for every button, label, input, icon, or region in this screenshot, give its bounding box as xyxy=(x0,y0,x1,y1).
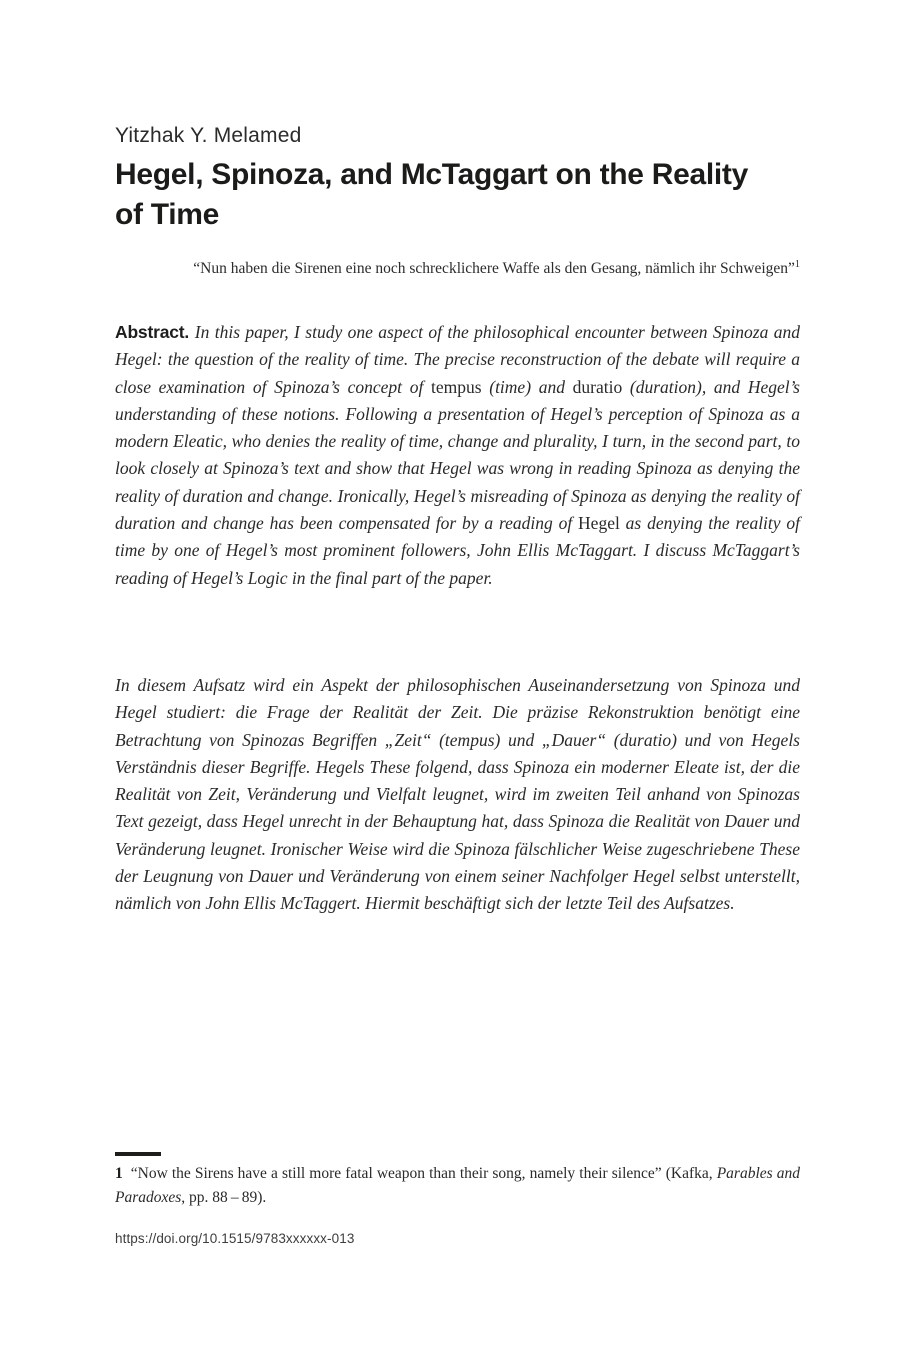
author-name: Yitzhak Y. Melamed xyxy=(115,124,302,147)
abstract-english: Abstract. In this paper, I study one aspect of the philosophical encounter between Spinoza and Hegel: the question of the reality of time. The precise reconstruction of the debate will require a close examination of Spinoza’s concept of tempus (time) and duratio (duration), and Hegel’s understanding of these notions. Following a presentation of Hegel’s perception of Spinoza as a modern Eleatic, who denies the reality of time, change and plurality, I turn, in the second part, to look closely at Spinoza’s text and show that Hegel was wrong in reading Spinoza as denying the reality of duration and change. Ironically, Hegel’s misreading of Spinoza as denying the reality of duration and change has been compensated for by a reading of Hegel as denying the reality of time by one of Hegel’s most prominent followers, John Ellis McTaggart. I discuss McTaggart’s reading of Hegel’s Logic in the final part of the paper. xyxy=(115,322,801,588)
footnote-1: 1 “Now the Sirens have a still more fatal weapon than their song, namely their silence” (Kafka, Parables and Paradoxes, pp. 88 – 89). xyxy=(115,1165,800,1206)
abstract-german: In diesem Aufsatz wird ein Aspekt der philosophischen Auseinandersetzung von Spinoza und Hegel studiert: die Frage der Realität der Zeit. Die präzise Rekonstruktion benötigt eine Betrachtung von Spinozas Begriffen „Zeit“ (tempus) und „Dauer“ (duratio) und von Hegels Verständnis dieser Begriffe. Hegels These folgend, dass Spinoza ein moderner Eleate ist, der die Realität von Zeit, Veränderung und Vielfalt leugnet, wird im zweiten Teil anhand von Spinozas Text gezeigt, dass Hegel unrecht in der Behauptung hat, dass Spinoza die Realität von Dauer und Veränderung leugnet. Ironischer Weise wird die Spinoza fälschlicher Weise zugeschriebene These der Leugnung von Dauer und Veränderung von einem seiner Nachfolger Hegel selbst unterstellt, nämlich von John Ellis McTaggert. Hiermit beschäftigt sich der letzte Teil des Aufsatzes. xyxy=(115,675,800,914)
doi-line: https://doi.org/10.1515/9783xxxxxx-013 xyxy=(115,1231,355,1246)
page-title: Hegel, Spinoza, and McTaggart on the Reality of Time xyxy=(115,158,749,231)
footnote-separator-rule xyxy=(115,1152,161,1156)
epigraph: “Nun haben die Sirenen eine noch schrecklichere Waffe als den Gesang, nämlich ihr Schweigen”$^1$ xyxy=(193,258,800,277)
